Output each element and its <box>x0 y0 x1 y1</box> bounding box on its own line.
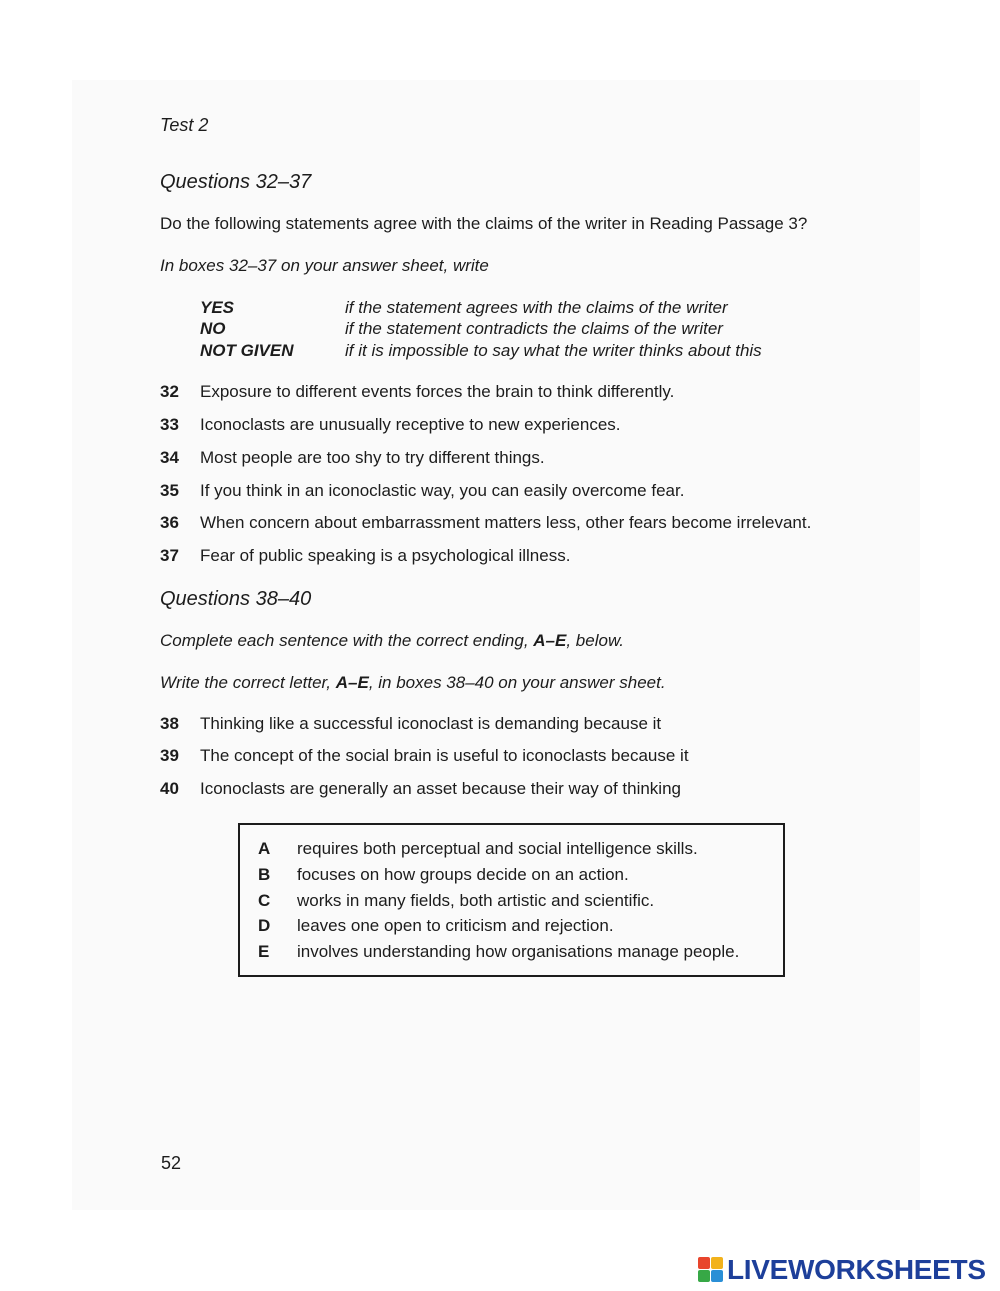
option-text: involves understanding how organisations manage people. <box>297 942 740 961</box>
section2-sub-instruction: Write the correct letter, A–E, in boxes 38–40 on your answer sheet. <box>160 673 666 692</box>
liveworksheets-watermark <box>698 1253 986 1287</box>
question-number: 38 <box>160 714 179 733</box>
test-label: Test 2 <box>160 115 209 135</box>
page-number: 52 <box>161 1153 182 1173</box>
watermark-text: LIVEWORKSHEETS <box>727 1254 986 1285</box>
question-text: When concern about embarrassment matters less, other fears become irrelevant. <box>200 513 812 532</box>
question-text: Fear of public speaking is a psychological illness. <box>200 546 571 565</box>
legend-key-not-given: NOT GIVEN <box>200 341 294 360</box>
legend-desc-not-given: if it is impossible to say what the writer thinks about this <box>345 341 762 360</box>
section1-heading: Questions 32–37 <box>160 171 312 193</box>
question-number: 37 <box>160 546 179 565</box>
question-text: The concept of the social brain is useful to iconoclasts because it <box>200 746 689 765</box>
option-text: works in many fields, both artistic and scientific. <box>297 891 655 910</box>
question-text: Thinking like a successful iconoclast is demanding because it <box>200 714 662 733</box>
question-number: 34 <box>160 448 179 467</box>
section1-instruction: Do the following statements agree with the claims of the writer in Reading Passage 3? <box>160 214 808 233</box>
question-text: If you think in an iconoclastic way, you can easily overcome fear. <box>200 481 685 500</box>
legend-desc-yes: if the statement agrees with the claims of the writer <box>345 298 728 317</box>
question-text: Iconoclasts are generally an asset because their way of thinking <box>200 779 681 798</box>
option-letter: B <box>258 865 271 884</box>
option-letter: C <box>258 891 271 910</box>
option-letter: D <box>258 916 271 935</box>
section2-instruction: Complete each sentence with the correct ending, A–E, below. <box>160 631 625 650</box>
question-text: Exposure to different events forces the brain to think differently. <box>200 382 675 401</box>
option-text: requires both perceptual and social intelligence skills. <box>297 839 698 858</box>
legend-key-yes: YES <box>200 298 235 317</box>
option-text: leaves one open to criticism and rejection. <box>297 916 614 935</box>
question-number: 40 <box>160 779 179 798</box>
liveworksheets-logo-icon <box>698 1257 724 1283</box>
option-letter: A <box>258 839 271 858</box>
question-number: 35 <box>160 481 179 500</box>
option-text: focuses on how groups decide on an action. <box>297 865 629 884</box>
question-number: 39 <box>160 746 179 765</box>
question-text: Most people are too shy to try different things. <box>200 448 545 467</box>
legend-key-no: NO <box>200 319 226 338</box>
section2-heading: Questions 38–40 <box>160 588 312 610</box>
question-number: 33 <box>160 415 179 434</box>
question-text: Iconoclasts are unusually receptive to new experiences. <box>200 415 621 434</box>
legend-desc-no: if the statement contradicts the claims of the writer <box>345 319 723 338</box>
question-number: 32 <box>160 382 179 401</box>
question-number: 36 <box>160 513 179 532</box>
option-letter: E <box>258 942 270 961</box>
section1-sub-instruction: In boxes 32–37 on your answer sheet, write <box>160 256 489 275</box>
